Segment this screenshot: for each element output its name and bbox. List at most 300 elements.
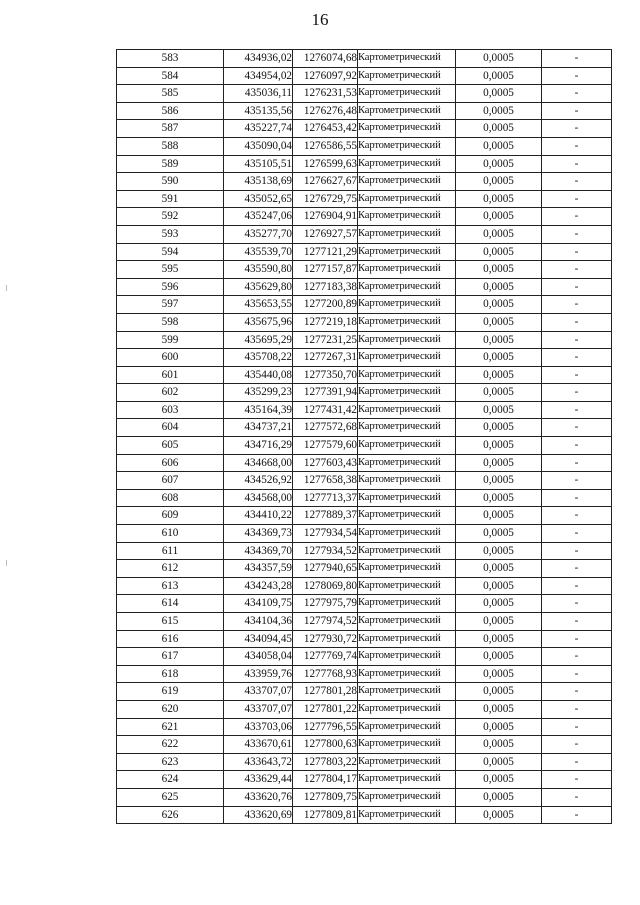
table-row [117,683,612,701]
note-cell: - [542,190,612,208]
table-row [117,613,612,631]
x-coordinate-cell: 435629,80 [224,278,293,296]
method-cell: Картометрический [358,67,456,85]
method-cell: Картометрический [358,190,456,208]
point-number-cell: 585 [117,85,224,103]
accuracy-cell: 0,0005 [456,278,542,296]
x-coordinate-cell: 433620,76 [224,788,293,806]
x-coordinate-cell: 435277,70 [224,225,293,243]
accuracy-cell: 0,0005 [456,648,542,666]
point-number-cell: 624 [117,771,224,789]
y-coordinate-cell: 1276904,91 [293,208,358,226]
method-cell: Картометрический [358,771,456,789]
y-coordinate-cell: 1276276,48 [293,102,358,120]
method-cell: Картометрический [358,173,456,191]
table-row [117,419,612,437]
table-row [117,243,612,261]
point-number-cell: 607 [117,472,224,490]
table-row [117,700,612,718]
point-number-cell: 594 [117,243,224,261]
x-coordinate-cell: 434243,28 [224,577,293,595]
table-row [117,788,612,806]
y-coordinate-cell: 1277889,37 [293,507,358,525]
y-coordinate-cell: 1277431,42 [293,401,358,419]
note-cell: - [542,648,612,666]
table-row [117,718,612,736]
note-cell: - [542,102,612,120]
accuracy-cell: 0,0005 [456,718,542,736]
point-number-cell: 589 [117,155,224,173]
table-body [117,50,612,824]
point-number-cell: 588 [117,137,224,155]
accuracy-cell: 0,0005 [456,613,542,631]
y-coordinate-cell: 1276927,57 [293,225,358,243]
point-number-cell: 625 [117,788,224,806]
method-cell: Картометрический [358,630,456,648]
method-cell: Картометрический [358,788,456,806]
point-number-cell: 597 [117,296,224,314]
x-coordinate-cell: 434369,70 [224,542,293,560]
x-coordinate-cell: 434357,59 [224,560,293,578]
table-row [117,208,612,226]
y-coordinate-cell: 1277231,25 [293,331,358,349]
point-number-cell: 615 [117,613,224,631]
method-cell: Картометрический [358,261,456,279]
y-coordinate-cell: 1277975,79 [293,595,358,613]
x-coordinate-cell: 435440,08 [224,366,293,384]
y-coordinate-cell: 1277769,74 [293,648,358,666]
y-coordinate-cell: 1277768,93 [293,665,358,683]
table-row [117,665,612,683]
x-coordinate-cell: 435708,22 [224,349,293,367]
method-cell: Картометрический [358,806,456,824]
point-number-cell: 591 [117,190,224,208]
accuracy-cell: 0,0005 [456,155,542,173]
x-coordinate-cell: 435138,69 [224,173,293,191]
method-cell: Картометрический [358,542,456,560]
point-number-cell: 586 [117,102,224,120]
accuracy-cell: 0,0005 [456,806,542,824]
note-cell: - [542,155,612,173]
y-coordinate-cell: 1276231,53 [293,85,358,103]
method-cell: Картометрический [358,472,456,490]
y-coordinate-cell: 1277796,55 [293,718,358,736]
accuracy-cell: 0,0005 [456,85,542,103]
x-coordinate-cell: 435675,96 [224,313,293,331]
note-cell: - [542,278,612,296]
y-coordinate-cell: 1277940,65 [293,560,358,578]
y-coordinate-cell: 1277603,43 [293,454,358,472]
method-cell: Картометрический [358,208,456,226]
method-cell: Картометрический [358,718,456,736]
table-row [117,753,612,771]
table-row [117,331,612,349]
accuracy-cell: 0,0005 [456,313,542,331]
y-coordinate-cell: 1277934,54 [293,525,358,543]
table-row [117,173,612,191]
accuracy-cell: 0,0005 [456,577,542,595]
accuracy-cell: 0,0005 [456,331,542,349]
x-coordinate-cell: 433629,44 [224,771,293,789]
y-coordinate-cell: 1278069,80 [293,577,358,595]
table-row [117,261,612,279]
y-coordinate-cell: 1276627,67 [293,173,358,191]
table-row [117,190,612,208]
note-cell: - [542,366,612,384]
x-coordinate-cell: 433707,07 [224,700,293,718]
note-cell: - [542,489,612,507]
table-row [117,120,612,138]
table-row [117,560,612,578]
method-cell: Картометрический [358,243,456,261]
y-coordinate-cell: 1277579,60 [293,437,358,455]
method-cell: Картометрический [358,137,456,155]
y-coordinate-cell: 1277219,18 [293,313,358,331]
method-cell: Картометрический [358,613,456,631]
y-coordinate-cell: 1276586,55 [293,137,358,155]
note-cell: - [542,788,612,806]
accuracy-cell: 0,0005 [456,753,542,771]
note-cell: - [542,225,612,243]
note-cell: - [542,577,612,595]
table-row [117,577,612,595]
table-row [117,489,612,507]
note-cell: - [542,630,612,648]
x-coordinate-cell: 435299,23 [224,384,293,402]
method-cell: Картометрический [358,700,456,718]
table-row [117,366,612,384]
note-cell: - [542,472,612,490]
accuracy-cell: 0,0005 [456,419,542,437]
x-coordinate-cell: 435164,39 [224,401,293,419]
table-row [117,313,612,331]
table-row [117,507,612,525]
note-cell: - [542,736,612,754]
table-row [117,137,612,155]
y-coordinate-cell: 1277934,52 [293,542,358,560]
note-cell: - [542,560,612,578]
point-number-cell: 595 [117,261,224,279]
point-number-cell: 623 [117,753,224,771]
note-cell: - [542,595,612,613]
y-coordinate-cell: 1277572,68 [293,419,358,437]
x-coordinate-cell: 434568,00 [224,489,293,507]
point-number-cell: 622 [117,736,224,754]
method-cell: Картометрический [358,437,456,455]
method-cell: Картометрический [358,50,456,68]
table-row [117,278,612,296]
table-row [117,296,612,314]
method-cell: Картометрический [358,384,456,402]
y-coordinate-cell: 1277200,89 [293,296,358,314]
point-number-cell: 608 [117,489,224,507]
margin-mark [6,560,7,566]
note-cell: - [542,67,612,85]
method-cell: Картометрический [358,525,456,543]
accuracy-cell: 0,0005 [456,261,542,279]
point-number-cell: 584 [117,67,224,85]
table-row [117,454,612,472]
note-cell: - [542,665,612,683]
accuracy-cell: 0,0005 [456,349,542,367]
note-cell: - [542,85,612,103]
point-number-cell: 613 [117,577,224,595]
x-coordinate-cell: 434936,02 [224,50,293,68]
accuracy-cell: 0,0005 [456,437,542,455]
method-cell: Картометрический [358,648,456,666]
method-cell: Картометрический [358,454,456,472]
point-number-cell: 596 [117,278,224,296]
accuracy-cell: 0,0005 [456,700,542,718]
point-number-cell: 612 [117,560,224,578]
method-cell: Картометрический [358,102,456,120]
x-coordinate-cell: 433643,72 [224,753,293,771]
note-cell: - [542,437,612,455]
y-coordinate-cell: 1277391,94 [293,384,358,402]
point-number-cell: 618 [117,665,224,683]
note-cell: - [542,349,612,367]
note-cell: - [542,261,612,279]
note-cell: - [542,137,612,155]
method-cell: Картометрический [358,665,456,683]
point-number-cell: 602 [117,384,224,402]
method-cell: Картометрический [358,753,456,771]
y-coordinate-cell: 1277183,38 [293,278,358,296]
note-cell: - [542,771,612,789]
note-cell: - [542,806,612,824]
method-cell: Картометрический [358,120,456,138]
y-coordinate-cell: 1276074,68 [293,50,358,68]
table-row [117,225,612,243]
note-cell: - [542,313,612,331]
y-coordinate-cell: 1277800,63 [293,736,358,754]
method-cell: Картометрический [358,419,456,437]
accuracy-cell: 0,0005 [456,542,542,560]
accuracy-cell: 0,0005 [456,665,542,683]
y-coordinate-cell: 1277267,31 [293,349,358,367]
note-cell: - [542,401,612,419]
coordinates-table [116,49,612,824]
note-cell: - [542,700,612,718]
x-coordinate-cell: 434716,29 [224,437,293,455]
x-coordinate-cell: 435090,04 [224,137,293,155]
point-number-cell: 603 [117,401,224,419]
point-number-cell: 610 [117,525,224,543]
y-coordinate-cell: 1277801,22 [293,700,358,718]
point-number-cell: 621 [117,718,224,736]
x-coordinate-cell: 434668,00 [224,454,293,472]
point-number-cell: 611 [117,542,224,560]
y-coordinate-cell: 1277157,87 [293,261,358,279]
accuracy-cell: 0,0005 [456,296,542,314]
note-cell: - [542,542,612,560]
x-coordinate-cell: 434104,36 [224,613,293,631]
y-coordinate-cell: 1277803,22 [293,753,358,771]
x-coordinate-cell: 434410,22 [224,507,293,525]
y-coordinate-cell: 1277930,72 [293,630,358,648]
method-cell: Картометрический [358,296,456,314]
accuracy-cell: 0,0005 [456,102,542,120]
x-coordinate-cell: 434954,02 [224,67,293,85]
point-number-cell: 583 [117,50,224,68]
accuracy-cell: 0,0005 [456,243,542,261]
y-coordinate-cell: 1276729,75 [293,190,358,208]
note-cell: - [542,683,612,701]
note-cell: - [542,753,612,771]
note-cell: - [542,331,612,349]
y-coordinate-cell: 1277804,17 [293,771,358,789]
method-cell: Картометрический [358,489,456,507]
accuracy-cell: 0,0005 [456,771,542,789]
point-number-cell: 604 [117,419,224,437]
note-cell: - [542,419,612,437]
point-number-cell: 593 [117,225,224,243]
x-coordinate-cell: 435227,74 [224,120,293,138]
method-cell: Картометрический [358,331,456,349]
method-cell: Картометрический [358,278,456,296]
point-number-cell: 616 [117,630,224,648]
method-cell: Картометрический [358,401,456,419]
accuracy-cell: 0,0005 [456,683,542,701]
note-cell: - [542,613,612,631]
note-cell: - [542,243,612,261]
x-coordinate-cell: 433703,06 [224,718,293,736]
accuracy-cell: 0,0005 [456,225,542,243]
x-coordinate-cell: 433670,61 [224,736,293,754]
accuracy-cell: 0,0005 [456,401,542,419]
y-coordinate-cell: 1276097,92 [293,67,358,85]
accuracy-cell: 0,0005 [456,190,542,208]
table-row [117,525,612,543]
x-coordinate-cell: 435247,06 [224,208,293,226]
x-coordinate-cell: 434109,75 [224,595,293,613]
x-coordinate-cell: 434737,21 [224,419,293,437]
table-row [117,85,612,103]
x-coordinate-cell: 434094,45 [224,630,293,648]
accuracy-cell: 0,0005 [456,560,542,578]
point-number-cell: 609 [117,507,224,525]
x-coordinate-cell: 433959,76 [224,665,293,683]
x-coordinate-cell: 435036,11 [224,85,293,103]
x-coordinate-cell: 435539,70 [224,243,293,261]
table-row [117,401,612,419]
point-number-cell: 592 [117,208,224,226]
point-number-cell: 614 [117,595,224,613]
point-number-cell: 626 [117,806,224,824]
method-cell: Картометрический [358,577,456,595]
table-row [117,50,612,68]
table-row [117,542,612,560]
point-number-cell: 601 [117,366,224,384]
table-row [117,595,612,613]
method-cell: Картометрический [358,349,456,367]
table-row [117,67,612,85]
accuracy-cell: 0,0005 [456,50,542,68]
table-row [117,648,612,666]
x-coordinate-cell: 435695,29 [224,331,293,349]
accuracy-cell: 0,0005 [456,173,542,191]
method-cell: Картометрический [358,736,456,754]
x-coordinate-cell: 434369,73 [224,525,293,543]
note-cell: - [542,120,612,138]
method-cell: Картометрический [358,85,456,103]
table-row [117,736,612,754]
method-cell: Картометрический [358,366,456,384]
y-coordinate-cell: 1276453,42 [293,120,358,138]
accuracy-cell: 0,0005 [456,525,542,543]
table-row [117,349,612,367]
accuracy-cell: 0,0005 [456,366,542,384]
note-cell: - [542,525,612,543]
note-cell: - [542,454,612,472]
point-number-cell: 590 [117,173,224,191]
point-number-cell: 620 [117,700,224,718]
table-row [117,437,612,455]
note-cell: - [542,718,612,736]
method-cell: Картометрический [358,683,456,701]
accuracy-cell: 0,0005 [456,384,542,402]
accuracy-cell: 0,0005 [456,208,542,226]
x-coordinate-cell: 434058,04 [224,648,293,666]
accuracy-cell: 0,0005 [456,137,542,155]
y-coordinate-cell: 1277809,81 [293,806,358,824]
table-row [117,771,612,789]
note-cell: - [542,173,612,191]
accuracy-cell: 0,0005 [456,507,542,525]
accuracy-cell: 0,0005 [456,454,542,472]
table-row [117,102,612,120]
table-row [117,630,612,648]
x-coordinate-cell: 435653,55 [224,296,293,314]
note-cell: - [542,50,612,68]
x-coordinate-cell: 435105,51 [224,155,293,173]
method-cell: Картометрический [358,155,456,173]
accuracy-cell: 0,0005 [456,736,542,754]
accuracy-cell: 0,0005 [456,630,542,648]
method-cell: Картометрический [358,595,456,613]
note-cell: - [542,384,612,402]
point-number-cell: 599 [117,331,224,349]
y-coordinate-cell: 1277121,29 [293,243,358,261]
x-coordinate-cell: 434526,92 [224,472,293,490]
y-coordinate-cell: 1277974,52 [293,613,358,631]
point-number-cell: 605 [117,437,224,455]
accuracy-cell: 0,0005 [456,788,542,806]
y-coordinate-cell: 1277809,75 [293,788,358,806]
y-coordinate-cell: 1276599,63 [293,155,358,173]
note-cell: - [542,507,612,525]
point-number-cell: 617 [117,648,224,666]
point-number-cell: 606 [117,454,224,472]
method-cell: Картометрический [358,507,456,525]
page-number: 16 [311,10,329,29]
table-row [117,155,612,173]
method-cell: Картометрический [358,225,456,243]
table-row [117,472,612,490]
accuracy-cell: 0,0005 [456,67,542,85]
y-coordinate-cell: 1277713,37 [293,489,358,507]
table-row [117,806,612,824]
note-cell: - [542,208,612,226]
accuracy-cell: 0,0005 [456,472,542,490]
margin-mark [6,285,7,291]
x-coordinate-cell: 435590,80 [224,261,293,279]
table-row [117,384,612,402]
accuracy-cell: 0,0005 [456,120,542,138]
x-coordinate-cell: 435052,65 [224,190,293,208]
point-number-cell: 619 [117,683,224,701]
point-number-cell: 600 [117,349,224,367]
